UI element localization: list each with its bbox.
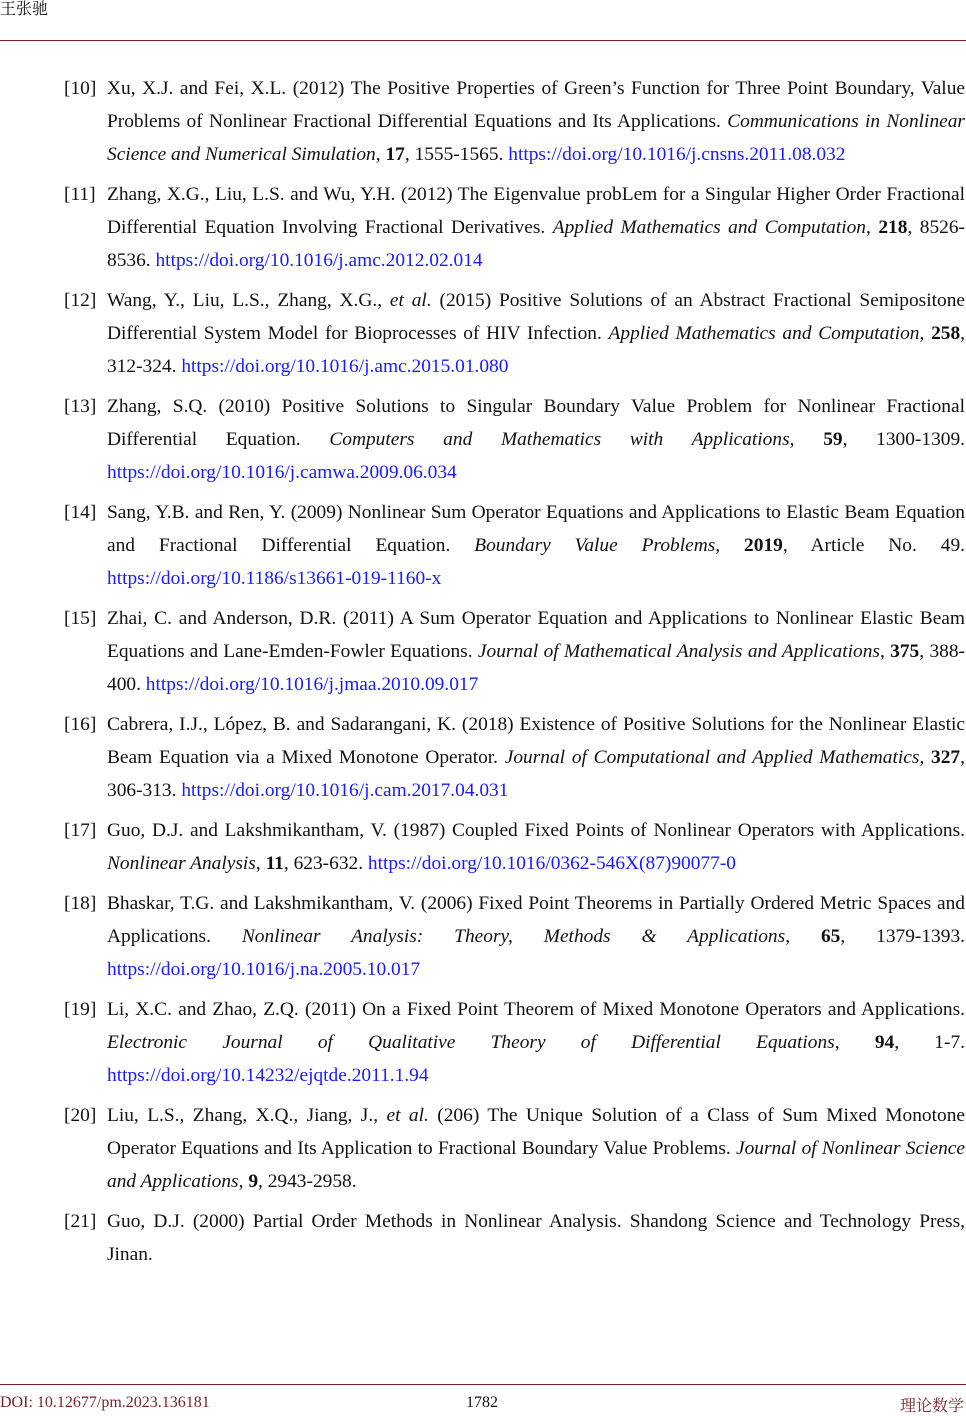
ref-volume: 9 [248,1171,259,1192]
doi-link[interactable]: https://doi.org/10.1016/j.cnsns.2011.08.032 [508,144,846,165]
reference-item [0,814,966,880]
ref-separator: , [866,217,879,238]
reference-number: [17] [64,820,97,841]
reference-number: [19] [64,999,97,1020]
doi-link[interactable]: https://doi.org/10.14232/ejqtde.2011.1.94 [107,1065,429,1086]
reference-number: [18] [64,893,97,914]
ref-journal: Communications in Nonlinear Science and Numerical Simulation [107,111,965,165]
reference-number: [21] [64,1211,97,1232]
reference-body [107,1099,965,1198]
ref-volume: 17 [385,144,405,165]
ref-separator: , [919,323,932,344]
doi-link[interactable]: https://doi.org/10.1016/0362-546X(87)90077-0 [367,853,736,874]
reference-body [107,178,965,277]
ref-text: Sang, Y.B. and Ren, Y. (2009) Nonlinear Sum Operator Equations and Applications to Elastic Beam Equation and Fractional Differential Equation. [107,502,965,556]
ref-volume: 11 [265,853,284,874]
ref-text-cont: (206) The Unique Solution of a Class of Sum Mixed Monotone Operator Equations and Its Application to Fractional Boundary Value Problems. [107,1105,965,1159]
ref-pages: , 623-632. [283,853,368,874]
ref-volume: 65 [820,926,841,947]
reference-body [107,1205,965,1271]
ref-journal: Nonlinear Analysis [107,853,256,874]
ref-pages: , 388-400. [107,641,965,695]
doi-link[interactable]: https://doi.org/10.1186/s13661-019-1160-x [107,568,442,589]
ref-volume: 258 [931,323,961,344]
header-rule [0,40,966,41]
reference-body [107,602,965,701]
ref-volume: 327 [931,747,961,768]
doi-link[interactable]: https://doi.org/10.1016/j.cam.2017.04.031 [181,780,509,801]
ref-etal: et al. [389,290,432,311]
reference-number: [15] [64,608,97,629]
footer-journal-name: 理论数学 [899,1396,964,1415]
ref-pages: , 1379-1393. [840,926,965,947]
ref-text: Xu, X.J. and Fei, X.L. (2012) The Positive Properties of Green’s Function for Three Point Boundary, Value Problems of Nonlinear Fractional Differential Equations and Its Applications. [107,78,965,132]
ref-separator: , [919,747,932,768]
reference-number: [13] [64,396,97,417]
ref-etal: et al. [386,1105,429,1126]
ref-journal: Journal of Nonlinear Science and Applications [107,1138,966,1192]
page-number: 1782 [466,1394,498,1411]
reference-body [107,390,965,489]
running-header-author: 王张驰 [0,0,49,18]
ref-pages: , 2943-2958. [258,1171,357,1192]
reference-body [107,284,965,383]
reference-number: [14] [64,502,97,523]
ref-separator: , [879,641,891,662]
doi-link[interactable]: https://doi.org/10.1016/j.amc.2012.02.014 [155,250,483,271]
ref-journal: Nonlinear Analysis: Theory, Methods & Applications [241,926,786,947]
ref-pages: , 1555-1565. [404,144,509,165]
reference-number: [16] [64,714,97,735]
ref-volume: 59 [823,429,843,450]
ref-journal: Boundary Value Problems [474,535,716,556]
ref-text-cont: (2015) Positive Solutions of an Abstract Fractional Semipositone Differential System Model for Bioprocesses of HIV Infection. [107,290,965,344]
ref-journal: Electronic Journal of Qualitative Theory of Differential Equations [107,1032,835,1053]
footer-doi: DOI: 10.12677/pm.2023.136181 [0,1394,210,1411]
ref-separator: , [789,429,824,450]
ref-pages: , 306-313. [107,747,965,801]
ref-journal: Applied Mathematics and Computation [608,323,920,344]
ref-pages: , 312-324. [107,323,966,377]
reference-body [107,72,965,171]
ref-separator: , [785,926,821,947]
reference-item [0,602,966,701]
reference-body [107,993,965,1092]
reference-number: [20] [64,1105,97,1126]
reference-number: [10] [64,78,97,99]
reference-item [0,993,966,1092]
reference-item [0,72,966,171]
ref-pages: , Article No. 49. [782,535,965,556]
ref-text: Li, X.C. and Zhao, Z.Q. (2011) On a Fixed Point Theorem of Mixed Monotone Operators and Applications. [107,999,965,1020]
ref-text: Guo, D.J. and Lakshmikantham, V. (1987) Coupled Fixed Points of Nonlinear Operators with Applications. [107,820,965,841]
reference-item [0,284,966,383]
reference-item [0,390,966,489]
ref-journal: Computers and Mathematics with Applications [329,429,790,450]
reference-body [107,887,965,986]
reference-item [0,496,966,595]
ref-volume: 94 [874,1032,895,1053]
ref-text: Liu, L.S., Zhang, X.Q., Jiang, J., [107,1105,387,1126]
reference-number: [11] [64,184,96,205]
ref-text: Zhai, C. and Anderson, D.R. (2011) A Sum Operator Equation and Applications to Nonlinear Elastic Beam Equations and Lane-Emden-Fowler Equations. [107,608,965,662]
ref-text: Cabrera, I.J., López, B. and Sadarangani, K. (2018) Existence of Positive Solutions for the Nonlinear Elastic Beam Equation via a Mixed Monotone Operator. [107,714,965,768]
ref-separator: , [834,1032,875,1053]
ref-separator: , [715,535,745,556]
reference-list [0,72,966,1278]
ref-pages: , 1-7. [894,1032,965,1053]
ref-separator: , [375,144,386,165]
reference-body [107,708,965,807]
doi-link[interactable]: https://doi.org/10.1016/j.amc.2015.01.080 [181,356,509,377]
ref-pages: , 1300-1309. [842,429,965,450]
doi-link[interactable]: https://doi.org/10.1016/j.camwa.2009.06.034 [107,462,457,483]
ref-volume: 2019 [744,535,783,556]
ref-volume: 218 [878,217,908,238]
reference-body [107,814,965,880]
reference-body [107,496,965,595]
ref-text: Zhang, X.G., Liu, L.S. and Wu, Y.H. (2012) The Eigenvalue probLem for a Singular Higher Order Fractional Differential Equation Involving Fractional Derivatives. [107,184,965,238]
ref-volume: 375 [890,641,920,662]
reference-item [0,1205,966,1271]
ref-text: Wang, Y., Liu, L.S., Zhang, X.G., [107,290,390,311]
ref-journal: Applied Mathematics and Computation [552,217,867,238]
doi-link[interactable]: https://doi.org/10.1016/j.jmaa.2010.09.017 [145,674,479,695]
reference-item [0,887,966,986]
ref-pages: , 8526-8536. [107,217,966,271]
reference-number: [12] [64,290,97,311]
doi-link[interactable]: https://doi.org/10.1016/j.na.2005.10.017 [107,959,421,980]
ref-journal: Journal of Computational and Applied Mathematics [504,747,920,768]
ref-separator: , [238,1171,249,1192]
footer-rule [0,1384,966,1385]
ref-separator: , [255,853,266,874]
ref-text: Bhaskar, T.G. and Lakshmikantham, V. (2006) Fixed Point Theorems in Partially Ordered Metric Spaces and Applications. [107,893,965,947]
ref-text: Zhang, S.Q. (2010) Positive Solutions to Singular Boundary Value Problem for Nonlinear Fractional Differential Equation. [107,396,965,450]
reference-item [0,1099,966,1198]
ref-text: Guo, D.J. (2000) Partial Order Methods in Nonlinear Analysis. Shandong Science and Technology Press, Jinan. [107,1211,965,1265]
reference-item [0,708,966,807]
reference-item [0,178,966,277]
ref-journal: Journal of Mathematical Analysis and Applications [477,641,880,662]
